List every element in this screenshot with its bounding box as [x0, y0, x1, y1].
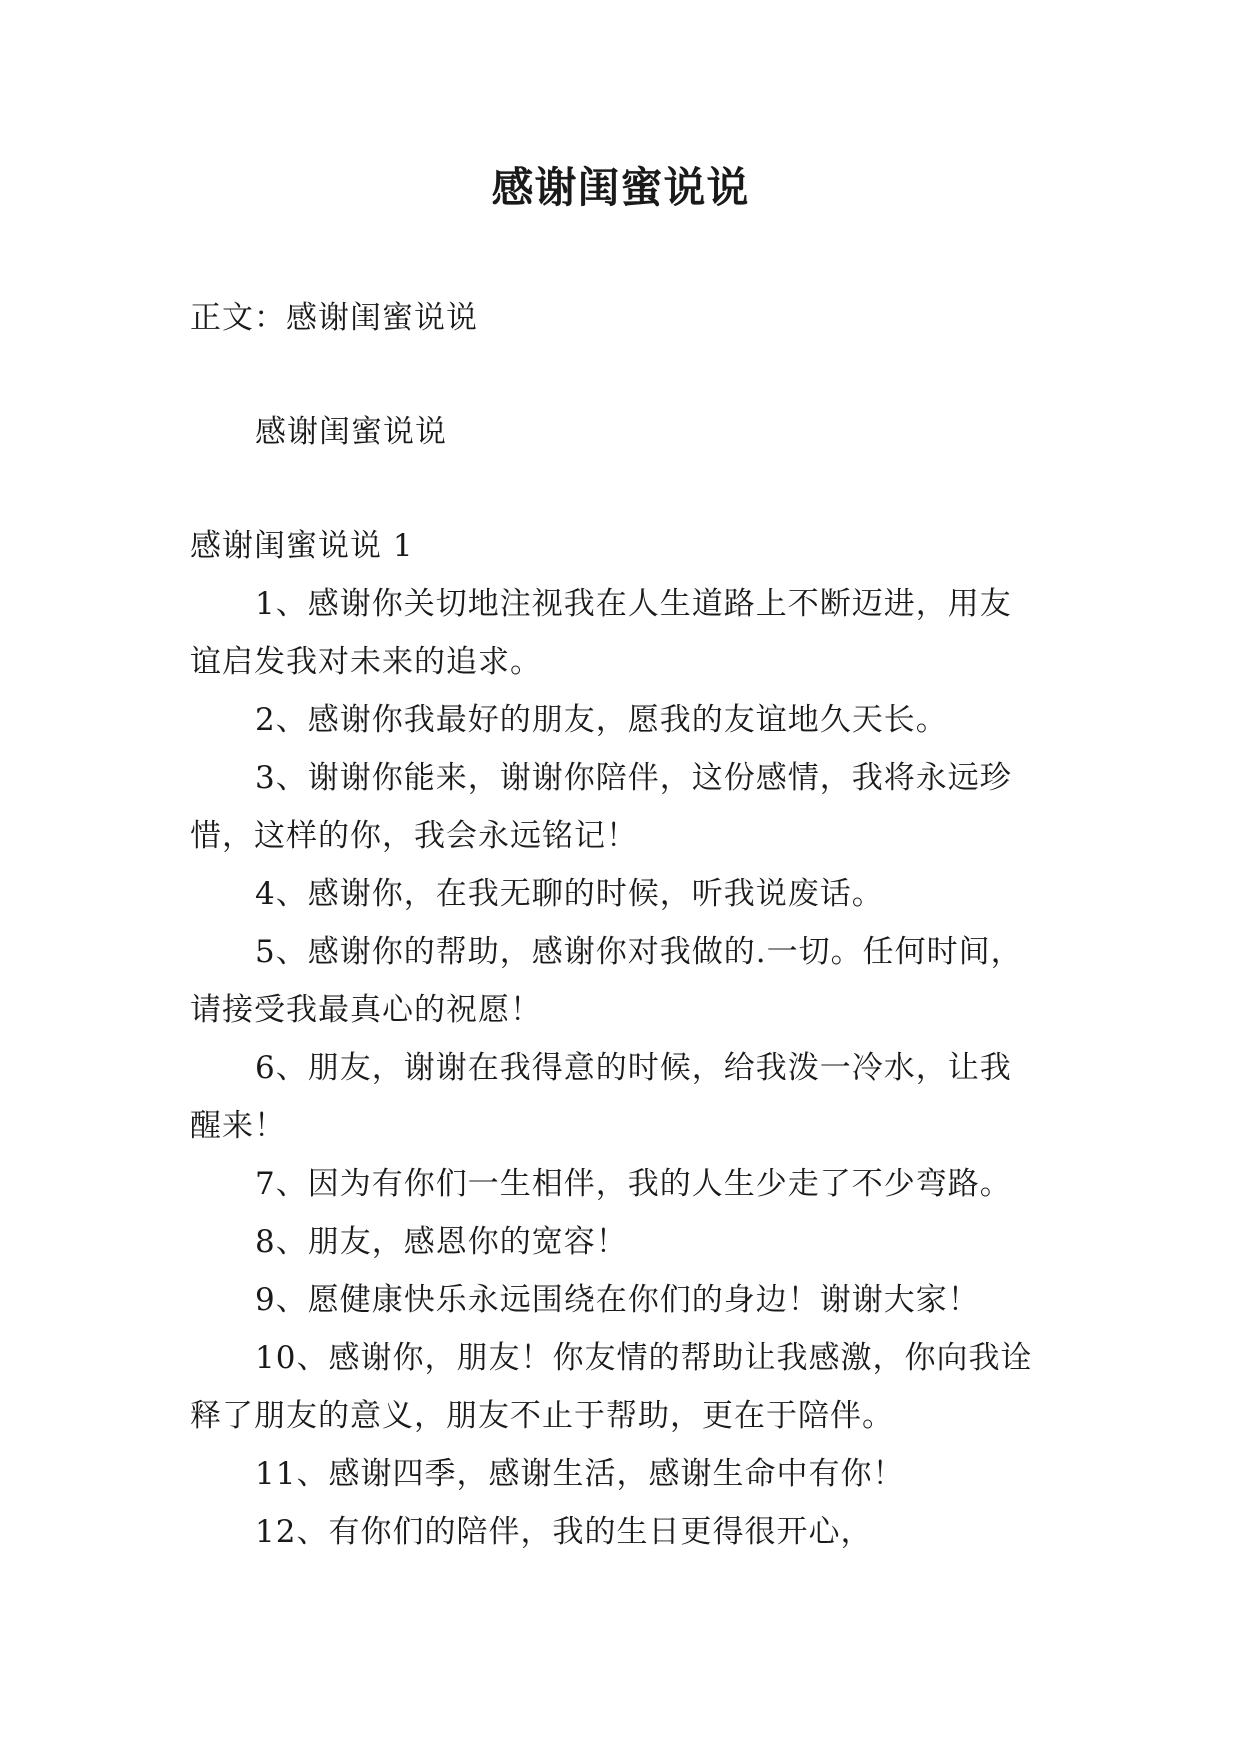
- list-item-4: 4、感谢你，在我无聊的时候，听我说废话。: [255, 876, 884, 912]
- list-item-6-line-1: 6、朋友，谢谢在我得意的时候，给我泼一冷水，让我: [255, 1050, 1012, 1086]
- list-item-11: 11、感谢四季，感谢生活，感谢生命中有你！: [255, 1456, 905, 1492]
- list-item-1-line-2: 谊启发我对未来的追求。: [190, 644, 542, 680]
- list-item-7: 7、因为有你们一生相伴，我的人生少走了不少弯路。: [255, 1166, 1012, 1202]
- list-item-10-line-2: 释了朋友的意义，朋友不止于帮助，更在于陪伴。: [190, 1398, 894, 1434]
- list-item-8: 8、朋友，感恩你的宽容！: [255, 1224, 628, 1260]
- list-item-1-line-1: 1、感谢你关切地注视我在人生道路上不断迈进，用友: [255, 586, 1012, 622]
- list-item-3-line-2: 惜，这样的你，我会永远铭记！: [190, 818, 638, 854]
- list-item-12: 12、有你们的陪伴，我的生日更得很开心，: [255, 1514, 873, 1550]
- list-item-5-line-2: 请接受我最真心的祝愿！: [190, 992, 542, 1028]
- body-label: 正文：感谢闺蜜说说: [190, 300, 478, 336]
- list-item-3-line-1: 3、谢谢你能来，谢谢你陪伴，这份感情，我将永远珍: [255, 760, 1012, 796]
- list-item-6-line-2: 醒来！: [190, 1108, 286, 1144]
- list-item-10-line-1: 10、感谢你，朋友！你友情的帮助让我感激，你向我诠: [255, 1340, 1033, 1376]
- list-item-5-line-1: 5、感谢你的帮助，感谢你对我做的.一切。任何时间，: [255, 934, 1023, 970]
- document-subtitle: 感谢闺蜜说说: [255, 414, 447, 450]
- list-item-2: 2、感谢你我最好的朋友，愿我的友谊地久天长。: [255, 702, 948, 738]
- document-title: 感谢闺蜜说说: [491, 163, 750, 212]
- section-heading: 感谢闺蜜说说 1: [190, 528, 414, 564]
- list-item-9: 9、愿健康快乐永远围绕在你们的身边！谢谢大家！: [255, 1282, 980, 1318]
